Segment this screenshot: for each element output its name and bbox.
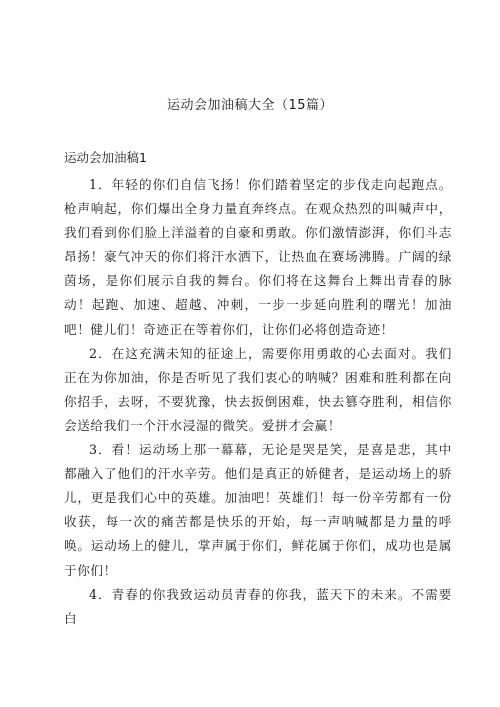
document-title: 运动会加油稿大全（15篇） (166, 98, 334, 113)
document-body (64, 173, 452, 631)
paragraph: 2．在这充满未知的征途上，需要你用勇敢的心去面对。我们正在为你加油，你是否听见了我们衷心的呐喊？困难和胜利都在向你招手，去呀，不要犹豫，快去扳倒困难，快去篡夺胜利，相信你会送给我们一个汗水浸湿的微笑。爱拼才会赢！ (64, 345, 452, 433)
section-heading: 运动会加油稿1 (64, 150, 147, 165)
paragraph: 4．青春的你我致运动员青春的你我，蓝天下的未来。不需要白 (64, 586, 452, 626)
paragraph: 1．年轻的你们自信飞扬！你们踏着坚定的步伐走向起跑点。枪声响起，你们爆出全身力量直奔终点。在观众热烈的叫喊声中，我们看到你们脸上洋溢着的自豪和勇敢。你们激情澎湃，你们斗志昂扬！豪气冲天的你们将汗水洒下，让热血在赛场沸腾。广阔的绿茵场，是你们展示自我的舞台。你们将在这舞台上舞出青春的脉动！起跑、加速、超越、冲刺，一步一步延向胜利的曙光！加油吧！健儿们！奇迹正在等着你们，让你们必将创造奇迹！ (64, 177, 452, 337)
paragraph: 3．看！运动场上那一幕幕，无论是哭是笑，是喜是悲，其中都融入了他们的汗水辛劳。他们是真正的娇健者，是运动场上的骄儿，更是我们心中的英雄。加油吧！英雄们！每一份辛劳都有一份收获，每一次的痛苦都是快乐的开始，每一声呐喊都是力量的呼唤。运动场上的健儿，掌声属于你们，鲜花属于你们，成功也是属于你们！ (64, 442, 452, 578)
